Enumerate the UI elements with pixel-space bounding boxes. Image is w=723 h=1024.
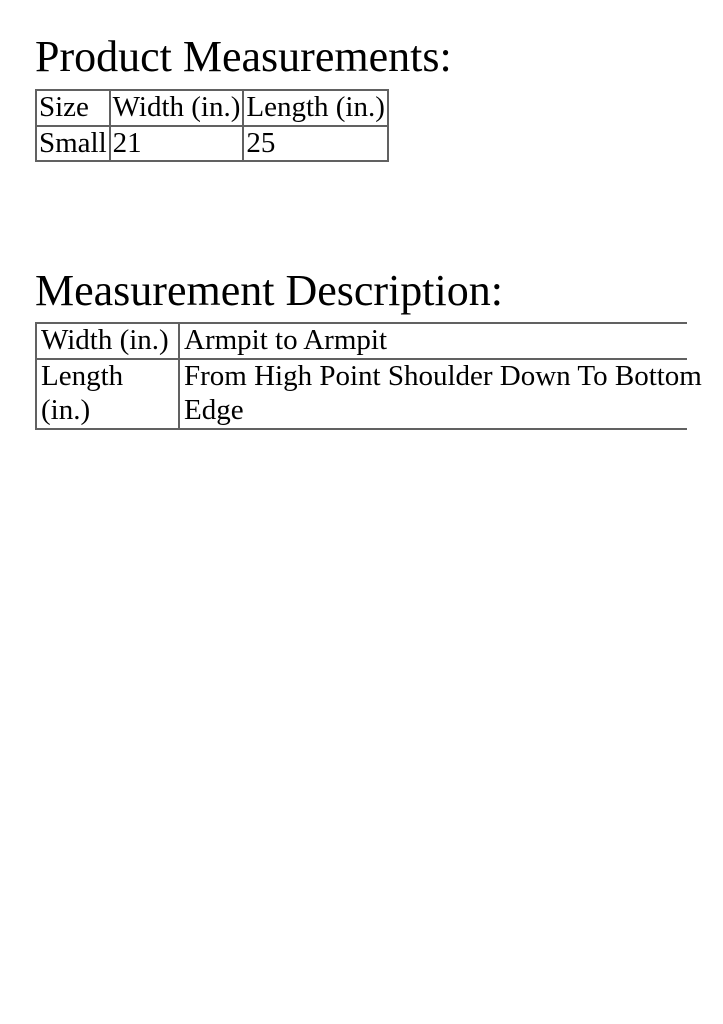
product-measurements-table xyxy=(35,89,389,163)
cell-size-value: Small xyxy=(36,126,110,162)
measurement-description-table xyxy=(35,322,702,430)
cell-width-label: Width (in.) xyxy=(36,323,179,359)
cell-length-label: Length (in.) xyxy=(36,359,179,429)
width-description-text: Armpit to Armpit xyxy=(184,324,387,357)
cell-width-description xyxy=(179,323,687,359)
column-header-length: Length (in.) xyxy=(243,90,388,126)
cell-width-value: 21 xyxy=(110,126,244,162)
column-header-width: Width (in.) xyxy=(110,90,244,126)
table-row-width-description xyxy=(36,323,687,359)
length-description-text: From High Point Shoulder Down To Bottom Edge xyxy=(184,359,702,426)
product-measurements-heading: Product Measurements: xyxy=(35,32,452,81)
column-header-size: Size xyxy=(36,90,110,126)
measurement-description-heading: Measurement Description: xyxy=(35,266,503,316)
cell-length-description xyxy=(179,359,702,429)
table-row-length-description xyxy=(36,359,687,429)
product-measurements-header-row xyxy=(36,90,388,126)
cell-length-value: 25 xyxy=(243,126,388,162)
table-row-small xyxy=(36,126,388,162)
